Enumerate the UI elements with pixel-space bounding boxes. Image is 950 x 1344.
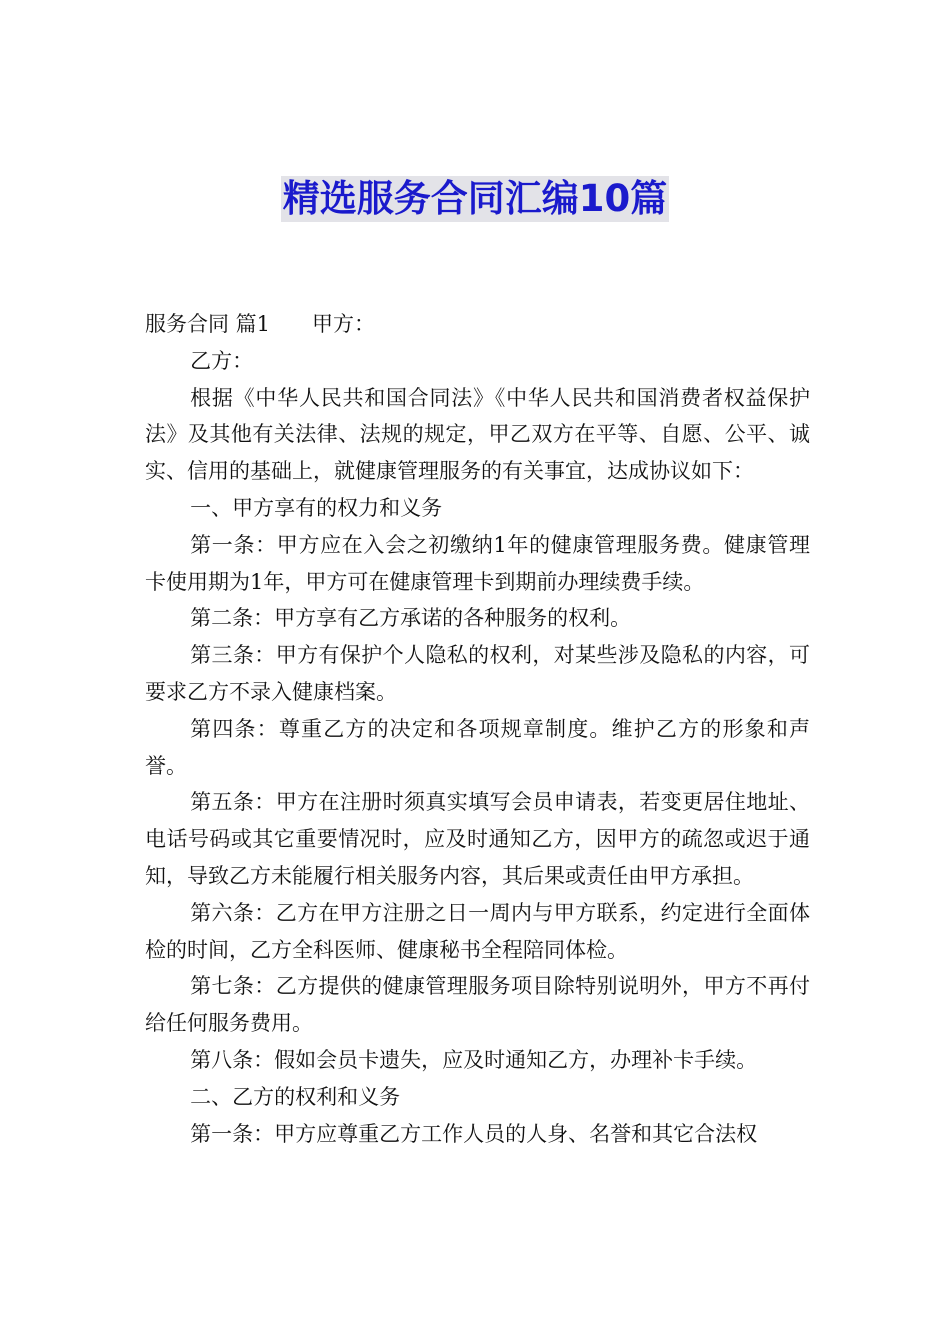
party-a-label: 甲方：: [312, 312, 376, 336]
paragraph-b-article-1: 第一条：甲方应尊重乙方工作人员的人身、名誉和其它合法权: [190, 1121, 758, 1146]
paragraph-article-7: 第七条：乙方提供的健康管理服务项目除特别说明外，甲方不再付给任何服务费用。: [145, 974, 810, 1036]
section-heading-line: [145, 306, 810, 343]
paragraph-heading-party-a: 一、甲方享有的权力和义务: [190, 495, 443, 520]
paragraph-article-8: 第八条：假如会员卡遗失，应及时通知乙方，办理补卡手续。: [190, 1047, 758, 1072]
paragraph-article-5: 第五条：甲方在注册时须真实填写会员申请表，若变更居住地址、电话号码或其它重要情况时，应及时通知乙方，因甲方的疏忽或迟于通知，导致乙方未能履行相关服务内容，其后果或责任由甲方承担。: [145, 790, 810, 888]
paragraph-article-2: 第二条：甲方享有乙方承诺的各种服务的权利。: [190, 606, 632, 631]
title-block: [0, 176, 950, 222]
paragraph-article-6: 第六条：乙方在甲方注册之日一周内与甲方联系，约定进行全面体检的时间，乙方全科医师、健康秘书全程陪同体检。: [145, 900, 810, 962]
paragraph-heading-party-b: 二、乙方的权利和义务: [190, 1084, 401, 1109]
party-b-label: 乙方：: [190, 348, 254, 373]
paragraph-article-1: 第一条：甲方应在入会之初缴纳1年的健康管理服务费。健康管理卡使用期为1年，甲方可在健康管理卡到期前办理续费手续。: [145, 532, 810, 594]
paragraph-preamble: 根据《中华人民共和国合同法》《中华人民共和国消费者权益保护法》及其他有关法律、法规的规定，甲乙双方在平等、自愿、公平、诚实、信用的基础上，就健康管理服务的有关事宜，达成协议如下：: [145, 385, 810, 484]
document-title: 精选服务合同汇编10篇: [282, 177, 668, 220]
document-body: [145, 306, 810, 1152]
paragraph-article-4: 第四条：尊重乙方的决定和各项规章制度。维护乙方的形象和声誉。: [145, 716, 810, 778]
paragraph-article-3: 第三条：甲方有保护个人隐私的权利，对某些涉及隐私的内容，可要求乙方不录入健康档案。: [145, 643, 810, 704]
section-heading: 服务合同 篇1: [145, 312, 271, 336]
